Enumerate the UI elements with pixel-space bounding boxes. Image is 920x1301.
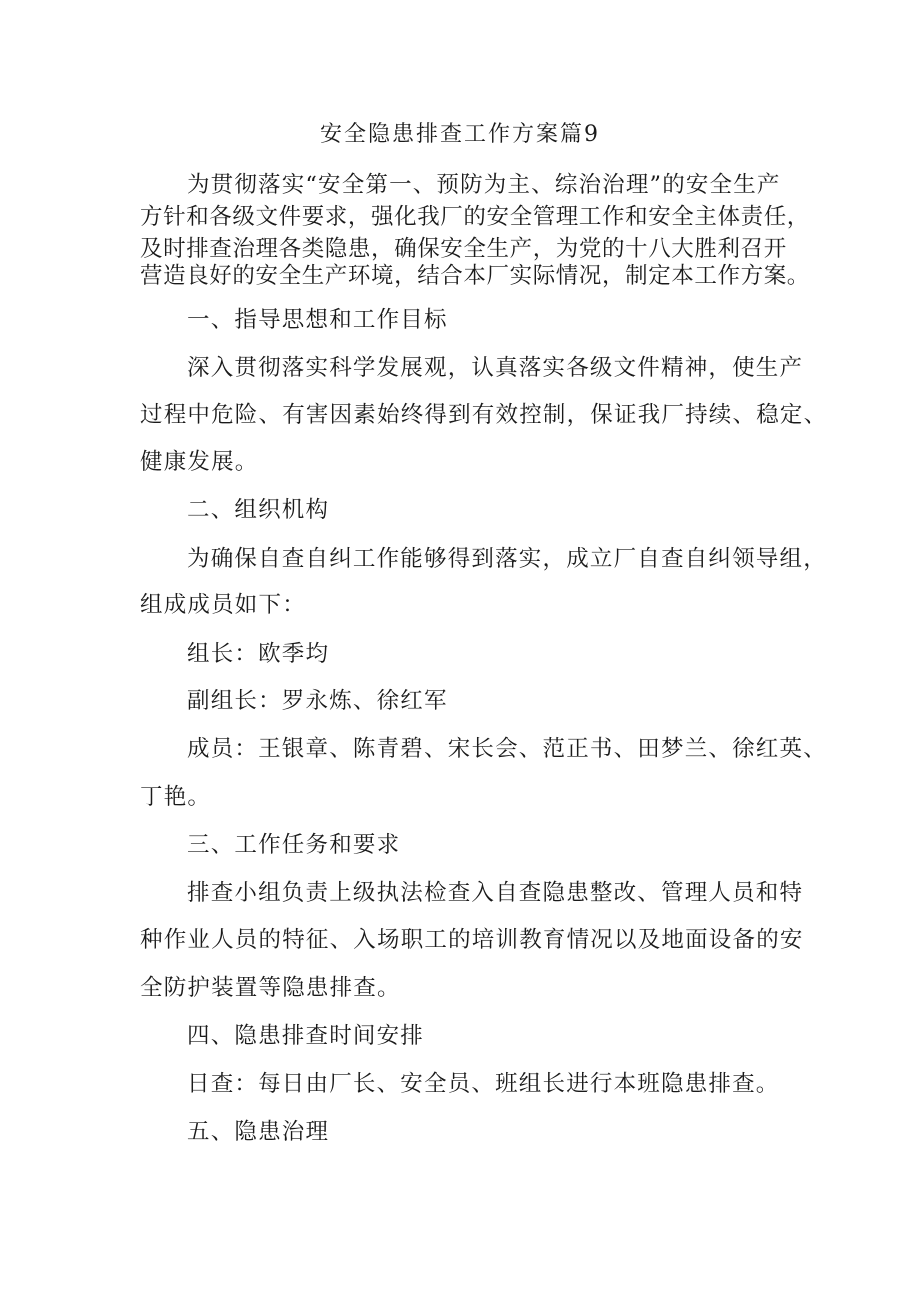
daily-check-line: 日查：每日由厂长、安全员、班组长进行本班隐患排查。 [187, 1071, 780, 1097]
section2-line-1: 为确保自查自纠工作能够得到落实，成立厂自查自纠领导组， [187, 546, 827, 572]
intro-line-3: 及时排查治理各类隐患，确保安全生产，为党的十八大胜利召开 [140, 236, 787, 262]
section2-heading: 二、组织机构 [187, 497, 330, 523]
document-title: 安全隐患排查工作方案篇9 [320, 122, 600, 147]
intro-line-4: 营造良好的安全生产环境，结合本厂实际情况，制定本工作方案。 [140, 263, 810, 289]
section1-line-1: 深入贯彻落实科学发展观，认真落实各级文件精神，使生产 [187, 355, 804, 381]
section2-line-2: 组成成员如下： [140, 592, 306, 618]
section3-heading: 三、工作任务和要求 [187, 832, 401, 858]
intro-line-2: 方针和各级文件要求，强化我厂的安全管理工作和安全主体责任， [140, 204, 810, 230]
section4-heading: 四、隐患排查时间安排 [187, 1023, 425, 1049]
section3-line-3: 全防护装置等隐患排查。 [140, 975, 401, 1001]
leader-line: 组长：欧季均 [187, 641, 330, 667]
section1-line-2: 过程中危险、有害因素始终得到有效控制，保证我厂持续、稳定、 [140, 402, 828, 428]
section1-heading: 一、指导思想和工作目标 [187, 307, 448, 333]
members-line-2: 丁艳。 [140, 784, 212, 810]
section3-line-1: 排查小组负责上级执法检查入自查隐患整改、管理人员和特 [187, 880, 804, 906]
section3-line-2: 种作业人员的特征、入场职工的培训教育情况以及地面设备的安 [140, 927, 804, 953]
section5-heading: 五、隐患治理 [187, 1119, 330, 1145]
section1-line-3: 健康发展。 [140, 449, 259, 475]
deputy-leader-line: 副组长：罗永炼、徐红军 [187, 688, 448, 714]
members-line-1: 成员：王银章、陈青碧、宋长会、范正书、田梦兰、徐红英、 [187, 736, 827, 762]
intro-line-1: 为贯彻落实“安全第一、预防为主、综治治理”的安全生产 [187, 172, 780, 198]
